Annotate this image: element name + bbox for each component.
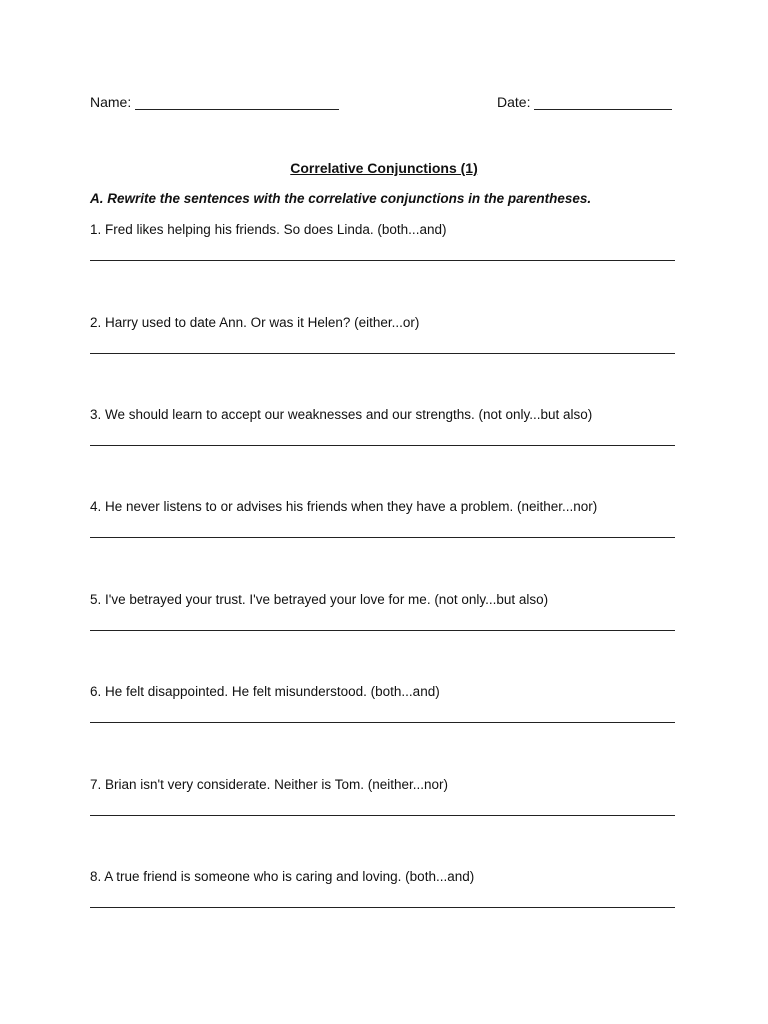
name-field	[90, 94, 339, 110]
answer-line[interactable]	[90, 815, 675, 816]
question-item	[90, 869, 675, 884]
answer-line[interactable]	[90, 537, 675, 538]
answer-line[interactable]	[90, 722, 675, 723]
header-row	[90, 94, 675, 114]
worksheet-title-text: Correlative Conjunctions (1)	[290, 160, 478, 176]
question-text: 3. We should learn to accept our weaknesses and our strengths. (not only...but also)	[90, 407, 593, 422]
name-blank-line[interactable]	[135, 95, 339, 110]
date-field	[497, 94, 672, 110]
answer-line[interactable]	[90, 445, 675, 446]
question-text: 5. I've betrayed your trust. I've betrayed your love for me. (not only...but also)	[90, 592, 549, 607]
answer-line[interactable]	[90, 630, 675, 631]
date-label: Date:	[497, 94, 531, 110]
question-text: 6. He felt disappointed. He felt misunderstood. (both...and)	[90, 684, 440, 699]
answer-line[interactable]	[90, 353, 675, 354]
question-item	[90, 684, 675, 699]
question-text: 2. Harry used to date Ann. Or was it Helen? (either...or)	[90, 315, 420, 330]
answer-line[interactable]	[90, 907, 675, 908]
answer-line[interactable]	[90, 260, 675, 261]
question-item	[90, 222, 675, 237]
question-text: 8. A true friend is someone who is caring and loving. (both...and)	[90, 869, 475, 884]
instruction-text: A. Rewrite the sentences with the correlative conjunctions in the parentheses.	[90, 191, 592, 206]
name-label: Name:	[90, 94, 132, 110]
question-item	[90, 592, 675, 607]
date-blank-line[interactable]	[534, 95, 672, 110]
worksheet-title	[0, 160, 768, 176]
question-item	[90, 315, 675, 330]
question-item	[90, 499, 675, 514]
question-text: 1. Fred likes helping his friends. So does Linda. (both...and)	[90, 222, 447, 237]
question-item	[90, 777, 675, 792]
question-text: 4. He never listens to or advises his friends when they have a problem. (neither...nor)	[90, 499, 598, 514]
question-item	[90, 407, 675, 422]
question-text: 7. Brian isn't very considerate. Neither is Tom. (neither...nor)	[90, 777, 448, 792]
